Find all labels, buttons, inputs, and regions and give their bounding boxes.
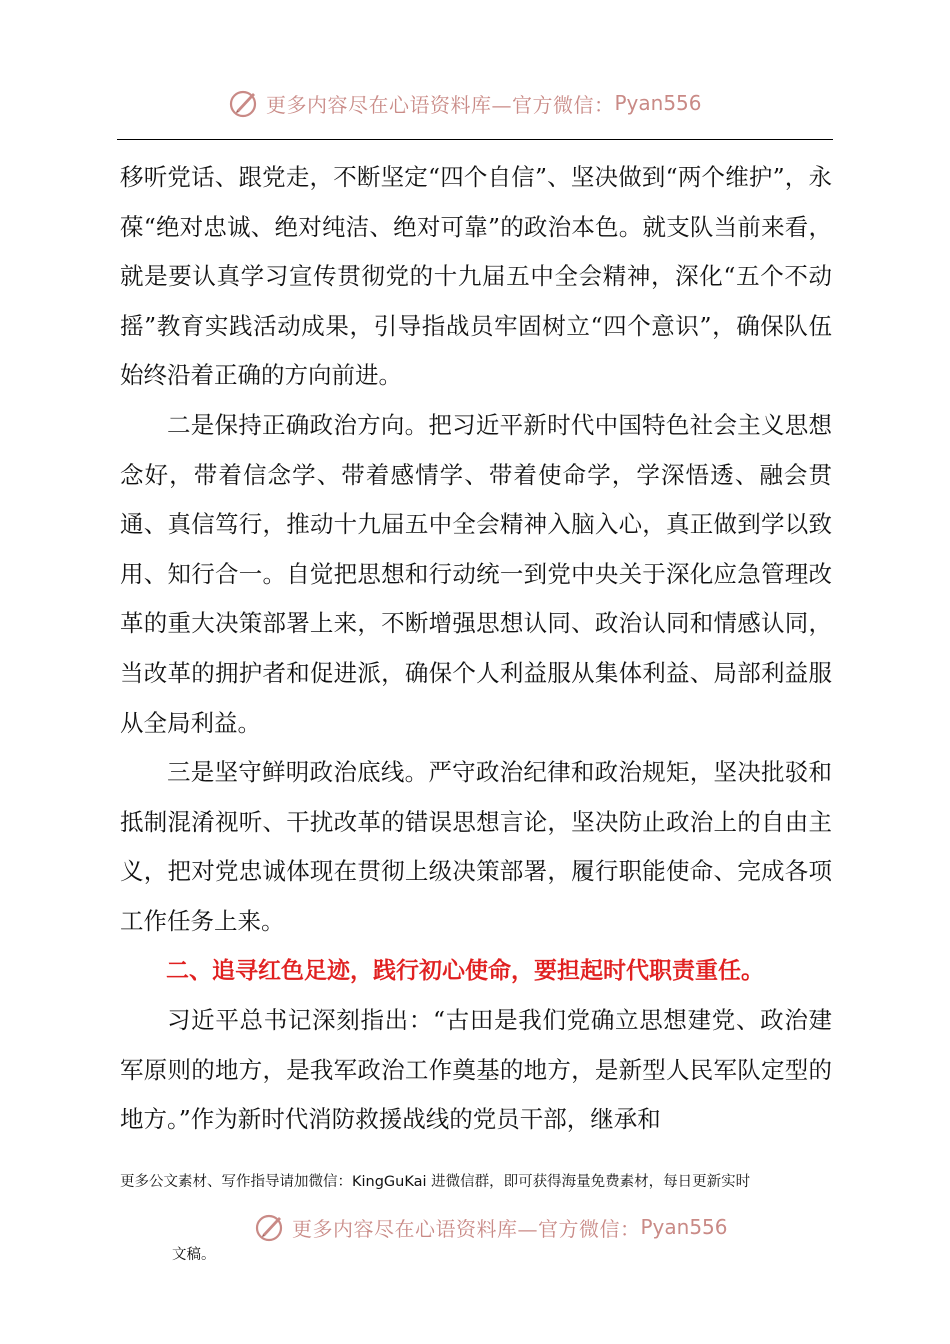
header-watermark [228,86,702,120]
footer-tail: 文稿。 [172,1247,216,1263]
document-body [120,153,832,1145]
watermark-wechat-id: Pyan556 [640,1215,728,1239]
paragraph-quote: 习近平总书记深刻指出：“古田是我们党确立思想建党、政治建军原则的地方，是我军政治工作奠基的地方，是新型人民军队定型的地方。”作为新时代消防救援战线的党员干部，继承和 [120,1006,832,1134]
watermark-text: 更多内容尽在心语资料库—官方微信： [266,92,615,117]
pen-logo-icon [254,1210,288,1244]
paragraph-continued: 移听党话、跟党走，不断坚定“四个自信”、坚决做到“两个维护”，永葆“绝对忠诚、绝对纯洁、绝对可靠”的政治本色。就支队当前来看，就是要认真学习宣传贯彻党的十九届五中全会精神，深化“五个不动摇”教育实践活动成果，引导指战员牢固树立“四个意识”，确保队伍始终沿着正确的方向前进。 [120,163,832,390]
header-rule [117,139,833,140]
paragraph-point-two: 二是保持正确政治方向。把习近平新时代中国特色社会主义思想念好，带着信念学、带着感情学、带着使命学，学深悟透、融会贯通、真信笃行，推动十九届五中全会精神入脑入心，真正做到学以致用、知行合一。自觉把思想和行动统一到党中央关于深化应急管理改革的重大决策部署上来，不断增强思想认同、政治认同和情感认同，当改革的拥护者和促进派，确保个人利益服从集体利益、局部利益服从全局利益。 [120,410,832,737]
watermark-wechat-id: Pyan556 [614,91,702,115]
footer-note: 更多公文素材、写作指导请加微信：KingGuKai 进微信群，即可获得海量免费素材，每日更新实时 [120,1174,751,1190]
watermark-text: 更多内容尽在心语资料库—官方微信： [292,1216,641,1241]
paragraph-point-three: 三是坚守鲜明政治底线。严守政治纪律和政治规矩，坚决批驳和抵制混淆视听、干扰改革的错误思想言论，坚决防止政治上的自由主义，把对党忠诚体现在贯彻上级决策部署，履行职能使命、完成各项工作任务上来。 [120,758,832,935]
footer-watermark [254,1210,728,1244]
section-heading: 二、追寻红色足迹，践行初心使命，要担起时代职责重任。 [166,957,764,984]
pen-logo-icon [228,86,262,120]
